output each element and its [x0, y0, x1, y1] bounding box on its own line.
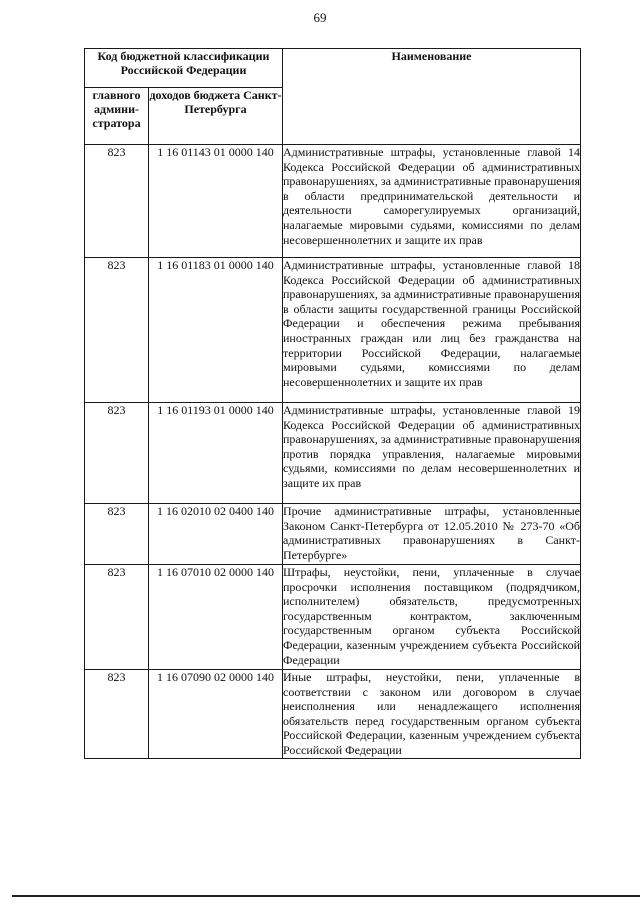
name-cell: Иные штрафы, неустойки, пени, уплаченные в соответствии с законом или договором в случае неисполнения или ненадлежащего исполнения обязательств перед государственным органом субъекта Российской Федерации, казенным учреждением субъекта Российской Федерации	[283, 670, 580, 757]
income-code-cell: 1 16 07010 02 0000 140	[149, 565, 283, 670]
name-cell: Административные штрафы, установленные главой 14 Кодекса Российской Федерации об административных правонарушениях, за административные правонарушения в области предпринимательской деятельности и деятельности саморегулируемых организаций, налагаемые мировыми судьями, комиссиями по делам несовершеннолетних и защите их прав	[283, 145, 581, 258]
admin-code-cell: 823	[85, 670, 149, 759]
table-row	[85, 504, 581, 565]
name-cell: Штрафы, неустойки, пени, уплаченные в случае просрочки исполнения поставщиком (подрядчиком, исполнителем) обязательств, предусмотренных государственным контрактом, заключенным государственным органом субъекта Российской Федерации, казенным учреждением субъекта Российской Федерации	[283, 565, 581, 670]
page-number: 69	[313, 10, 327, 25]
name-cell: Административные штрафы, установленные главой 18 Кодекса Российской Федерации об административных правонарушениях, за административные правонарушения в области защиты государственной границы Российской Федерации и обеспечения режима пребывания иностранных граждан или лиц без гражданства на территории Российской Федерации, налагаемые мировыми судьями, комиссиями по делам несовершеннолетних и защите их прав	[283, 258, 581, 403]
header-code-group: Код бюджетной классификации Российской Федерации	[85, 49, 283, 88]
header-name: Наименование	[283, 49, 581, 145]
table-row	[85, 670, 581, 759]
admin-code-cell: 823	[85, 258, 149, 403]
header-income: доходов бюджета Санкт-Петербурга	[149, 88, 283, 145]
table-row	[85, 145, 581, 258]
admin-code-cell: 823	[85, 403, 149, 504]
table-header-row	[85, 49, 581, 88]
header-admin: главного админи-стратора	[85, 88, 149, 145]
income-code-cell: 1 16 01183 01 0000 140	[149, 258, 283, 403]
income-code-cell: 1 16 01143 01 0000 140	[149, 145, 283, 258]
table-row	[85, 403, 581, 504]
income-code-cell: 1 16 01193 01 0000 140	[149, 403, 283, 504]
admin-code-cell: 823	[85, 504, 149, 565]
scan-bottom-rule	[12, 895, 640, 897]
admin-code-cell: 823	[85, 565, 149, 670]
name-cell: Прочие административные штрафы, установленные Законом Санкт-Петербурга от 12.05.2010 № 273-70 «Об административных правонарушениях в Санкт-Петербурге»	[283, 504, 581, 565]
admin-code-cell: 823	[85, 145, 149, 258]
income-code-cell: 1 16 02010 02 0400 140	[149, 504, 283, 565]
table-row	[85, 565, 581, 670]
name-cell: Административные штрафы, установленные главой 19 Кодекса Российской Федерации об административных правонарушениях, за административные правонарушения против порядка управления, налагаемые мировыми судьями, комиссиями по делам несовершеннолетних и защите их прав	[283, 403, 581, 504]
income-code-cell: 1 16 07090 02 0000 140	[149, 670, 283, 759]
budget-classification-table	[84, 48, 581, 759]
table-row	[85, 258, 581, 403]
